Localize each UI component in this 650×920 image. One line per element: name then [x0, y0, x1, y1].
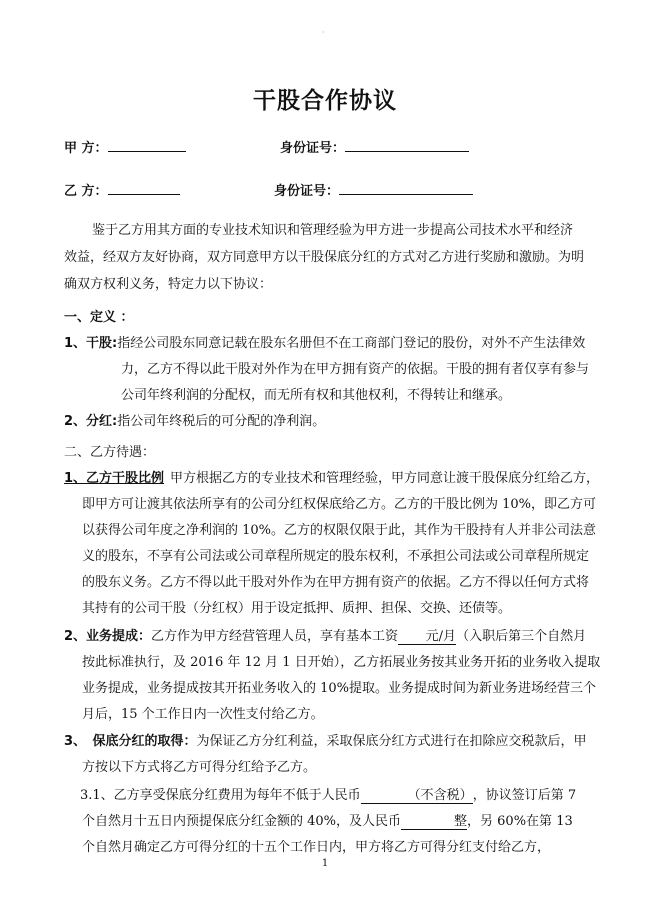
- salary-amount-field[interactable]: 元/月: [398, 630, 456, 645]
- benefit-3-text: 为保证乙方分红利益，采取保底分红方式进行在扣除应交税款后，甲: [196, 734, 587, 749]
- benefit-2-cont: 按此标准执行，及 2016 年 12 月 1 日开始），乙方拓展业务按其业务开拓的业务收入提取: [82, 655, 601, 670]
- party-a-label: [64, 137, 186, 156]
- benefit-item-3: [64, 730, 594, 749]
- sub-item-3-1-line2: [82, 810, 612, 830]
- party-b-label: [64, 180, 180, 199]
- section-1-heading: 一、定义 ：: [64, 310, 134, 325]
- top-mark: ·: [322, 28, 325, 37]
- party-b-id-label: [274, 180, 473, 199]
- definition-1-label: 1、干股:: [64, 336, 118, 351]
- prepaid-amount-field[interactable]: 整: [401, 815, 467, 830]
- party-b-id-blank[interactable]: [339, 180, 473, 195]
- benefit-1-cont: 义的股东，不享有公司法或公司章程所规定的股东权利，不承担公司法或公司章程所规定: [82, 549, 590, 564]
- page-title: 干股合作协议: [253, 88, 397, 114]
- party-a-blank[interactable]: [108, 137, 186, 152]
- benefit-item-2: [64, 625, 594, 645]
- benefit-3-label: 3、 保底分红的取得：: [64, 734, 197, 749]
- preamble-line: 鉴于乙方用其方面的专业技术知识和管理经验为甲方进一步提高公司技术水平和经济: [92, 223, 574, 238]
- party-b-label-text: 乙 方：: [64, 184, 108, 199]
- benefit-1-text: 甲方根据乙方的专业技术和管理经验，甲方同意让渡干股保底分红给乙方，: [170, 471, 600, 486]
- party-a-label-text: 甲 方：: [64, 141, 108, 156]
- party-a-id-label-text: 身份证号：: [280, 141, 346, 156]
- min-dividend-field[interactable]: （不含税）: [361, 789, 473, 804]
- sub-3-1-text-d: ，另 60%在第 13: [467, 814, 573, 829]
- preamble-line: 效益，经双方友好协商，双方同意甲方以干股保底分红的方式对乙方进行奖励和激励。为明: [64, 250, 585, 265]
- definition-1-cont: 公司年终利润的分配权，而无所有权和其他权利，不得转让和继承。: [121, 388, 512, 403]
- benefit-1-cont: 即甲方可让渡其依法所享有的公司分红权保底给乙方。乙方的干股比例为 10%，即乙方可: [82, 497, 597, 512]
- definition-item-1: [64, 332, 594, 351]
- benefit-3-cont: 方按以下方式将乙方可得分红给予乙方。: [82, 760, 317, 775]
- benefit-2-text-b: （入职后第三个自然月: [456, 629, 587, 644]
- benefit-2-label: 2、业务提成：: [64, 629, 152, 644]
- benefit-1-cont: 的股东义务。乙方不得以此干股对外作为在甲方拥有资产的依据。乙方不得以任何方式将: [82, 575, 590, 590]
- sub-3-1-text-b: ，协议签订后第 7: [472, 788, 577, 803]
- sub-3-1-text-a: 3.1、乙方享受保底分红费用为每年不低于人民币: [80, 788, 361, 803]
- preamble-line: 确双方权利义务，特定力以下协议：: [64, 277, 273, 292]
- sub-item-3-1: [80, 784, 610, 804]
- definition-2-text: 指公司年终税后的可分配的净利润。: [117, 414, 326, 429]
- benefit-2-cont: 业务提成，业务提成按其开拓业务收入的 10%提取。业务提成时间为新业务进场经营三个: [82, 681, 597, 696]
- benefit-2-cont: 月后，15 个工作日内一次性支付给乙方。: [82, 707, 324, 722]
- definition-2-label: 2、分红:: [64, 414, 118, 429]
- party-a-id-label: [280, 137, 469, 156]
- benefit-1-cont: 其持有的公司干股（分红权）用于设定抵押、质押、担保、交换、还债等。: [82, 601, 512, 616]
- benefit-1-cont: 以获得公司年度之净利润的 10%。乙方的权限仅限于此，其作为干股持有人并非公司法意: [82, 523, 597, 538]
- benefit-item-1: [64, 467, 600, 486]
- sub-3-1-cont: 个自然月确定乙方可得分红的十五个工作日内，甲方将乙方可得分红支付给乙方，: [82, 840, 551, 855]
- definition-1-text: 指经公司股东同意记载在股东名册但不在工商部门登记的股份，对外不产生法律效: [117, 336, 586, 351]
- page-number: 1: [321, 858, 329, 869]
- benefit-2-text-a: 乙方作为甲方经营管理人员，享有基本工资: [151, 629, 399, 644]
- party-b-id-label-text: 身份证号：: [274, 184, 340, 199]
- benefit-1-label: 1、乙方干股比例: [64, 471, 165, 486]
- definition-item-2: [64, 410, 594, 429]
- party-b-blank[interactable]: [108, 180, 180, 195]
- definition-1-cont: 力，乙方不得以此干股对外作为在甲方拥有资产的依据。干股的拥有者仅享有参与: [121, 362, 590, 377]
- section-2-heading: 二、乙方待遇：: [64, 445, 156, 460]
- party-a-id-blank[interactable]: [345, 137, 469, 152]
- sub-3-1-text-c: 个自然月十五日内预提保底分红金额的 40%，及人民币: [82, 814, 402, 829]
